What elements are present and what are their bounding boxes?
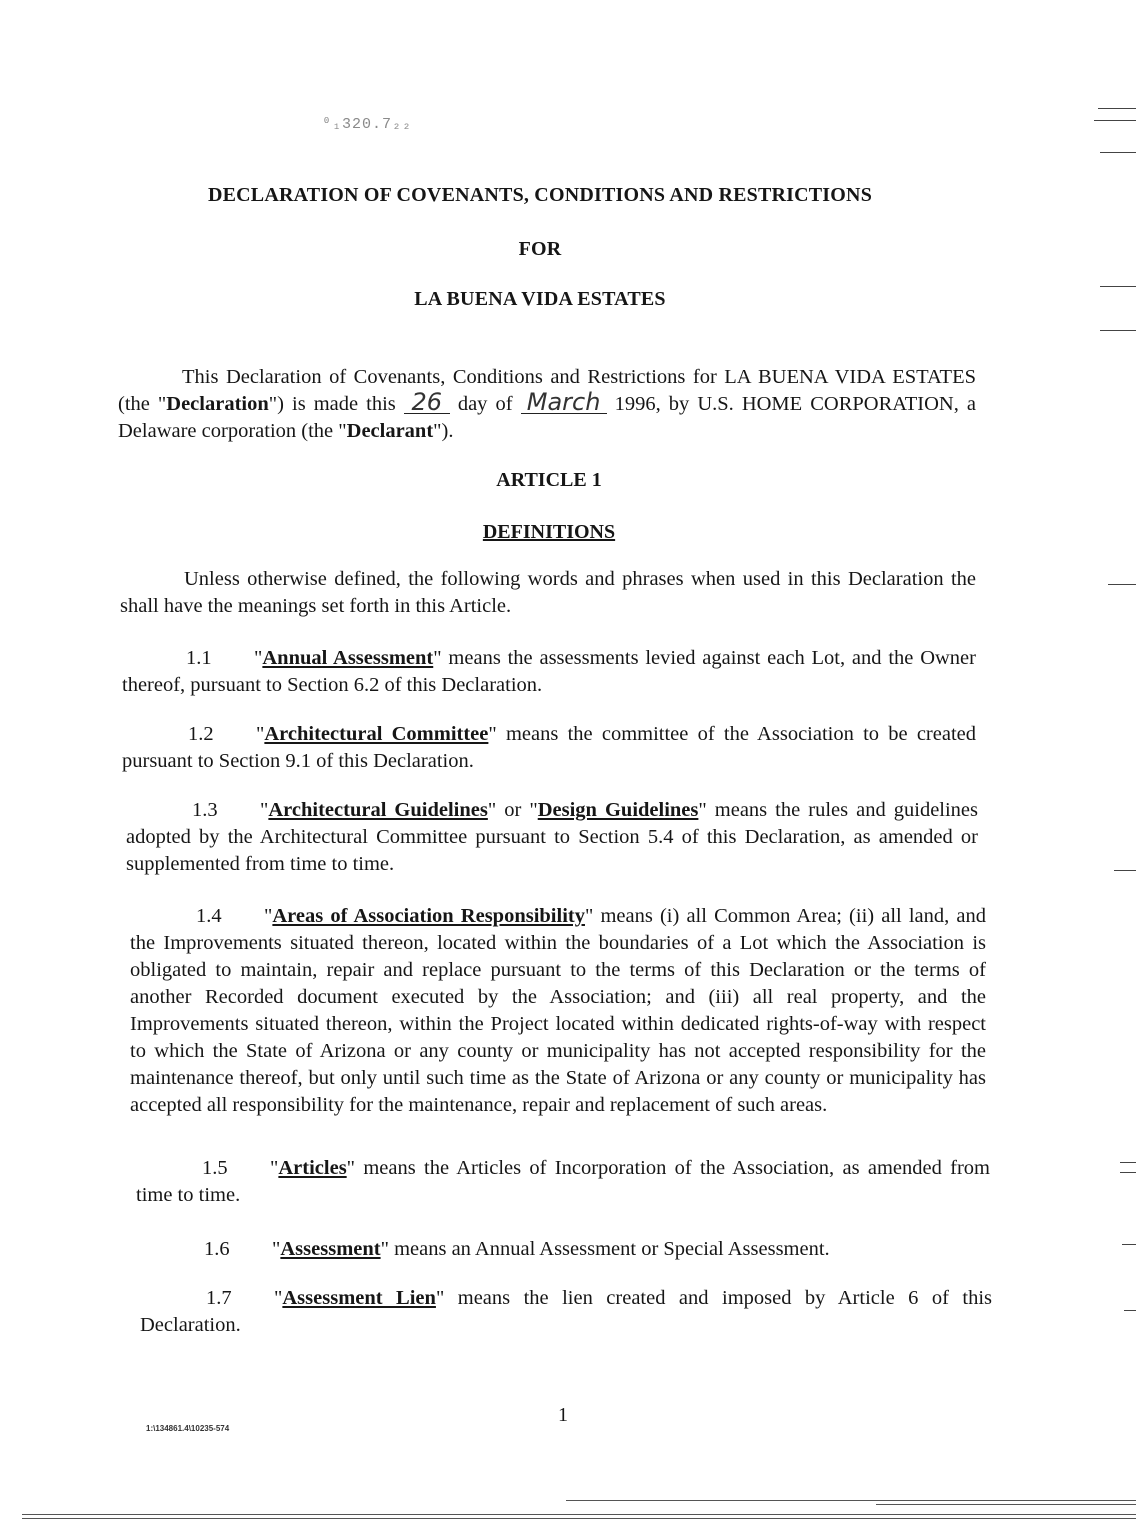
- definition-item: 1.5 "Articles" means the Articles of Incorporation of the Association, as amended from time to time.: [136, 1157, 990, 1206]
- margin-mark: [1100, 330, 1136, 331]
- definition-item: 1.4 "Areas of Association Responsibility" means (i) all Common Area; (ii) all land, and the Improvements situated thereon, located within the boundaries of a Lot which the Association is obligated to maintain, repair and replace pursuant to the terms of this Declaration or the terms of another Recorded document executed by the Association; and (iii) all real property, and the Improvements situated thereon, within the Project located within dedicated rights-of-way with respect to which the State of Arizona or any county or municipality has not accepted responsibility for the maintenance thereof, but only until such time as the State of Arizona or any county or municipality has accepted all responsibility for the maintenance, repair and replacement of such areas.: [130, 905, 986, 1116]
- margin-mark: [1124, 1310, 1136, 1311]
- handwritten-month: March: [521, 391, 607, 414]
- document-subtitle: LA BUENA VIDA ESTATES: [414, 288, 666, 310]
- definitions-intro: Unless otherwise defined, the following words and phrases when used in this Declaration the shall have the meanings set forth in this Article.: [120, 568, 976, 617]
- definition-item: 1.2 "Architectural Committee" means the committee of the Association to be created pursuant to Section 9.1 of this Declaration.: [122, 723, 976, 772]
- definition-item: 1.3 "Architectural Guidelines" or "Design Guidelines" means the rules and guidelines adopted by the Architectural Committee pursuant to Section 5.4 of this Declaration, as amended or supplemented from time to time.: [126, 799, 979, 875]
- margin-mark: [1122, 1244, 1136, 1245]
- recording-stamp: ⁰₁320.7₂₂: [322, 116, 413, 133]
- defined-term: Architectural Committee: [264, 723, 489, 745]
- margin-mark: [1100, 152, 1136, 153]
- defined-term: Assessment Lien: [282, 1287, 436, 1309]
- defined-term: Annual Assessment: [262, 647, 434, 669]
- page-number: 1: [558, 1404, 568, 1426]
- article-title: DEFINITIONS: [482, 521, 616, 543]
- margin-mark: [1114, 870, 1136, 871]
- footer-document-code: 1:\134861.4\10235-574: [146, 1424, 230, 1433]
- margin-mark: [1120, 1162, 1136, 1163]
- definition-item: 1.1 "Annual Assessment" means the assessments levied against each Lot, and the Owner thereof, pursuant to Section 6.2 of this Declaration.: [122, 647, 976, 696]
- scan-edge-line: [566, 1500, 1136, 1501]
- document-title-for: FOR: [518, 238, 562, 260]
- declarant-term: Declarant: [346, 420, 434, 442]
- defined-term: Architectural Guidelines: [268, 799, 488, 821]
- margin-mark: [1094, 120, 1136, 121]
- margin-mark: [1100, 286, 1136, 287]
- definition-item: 1.6 "Assessment" means an Annual Assessment or Special Assessment.: [204, 1238, 830, 1260]
- intro-paragraph: This Declaration of Covenants, Conditions and Restrictions for LA BUENA VIDA ESTATES (the "Declaration") is made this 26 day of March 1996, by U.S. HOME CORPORATION, a Delaware corporation (the "Declarant").: [118, 366, 976, 442]
- scan-edge-line: [876, 1504, 1136, 1505]
- scan-edge-line: [22, 1514, 1136, 1515]
- declaration-term: Declaration: [166, 393, 269, 415]
- scan-edge-line: [22, 1518, 1136, 1519]
- defined-term: Design Guidelines: [537, 799, 699, 821]
- article-number: ARTICLE 1: [496, 469, 602, 491]
- margin-mark: [1108, 584, 1136, 585]
- handwritten-day: 26: [404, 391, 450, 414]
- document-title: DECLARATION OF COVENANTS, CONDITIONS AND RESTRICTIONS: [207, 184, 873, 206]
- defined-term: Areas of Association Responsibility: [272, 905, 585, 927]
- definition-item: 1.7 "Assessment Lien" means the lien created and imposed by Article 6 of this Declaration.: [140, 1287, 992, 1336]
- defined-term: Assessment: [280, 1238, 381, 1260]
- margin-mark: [1098, 108, 1136, 109]
- defined-term: Articles: [278, 1157, 347, 1179]
- margin-mark: [1120, 1172, 1136, 1173]
